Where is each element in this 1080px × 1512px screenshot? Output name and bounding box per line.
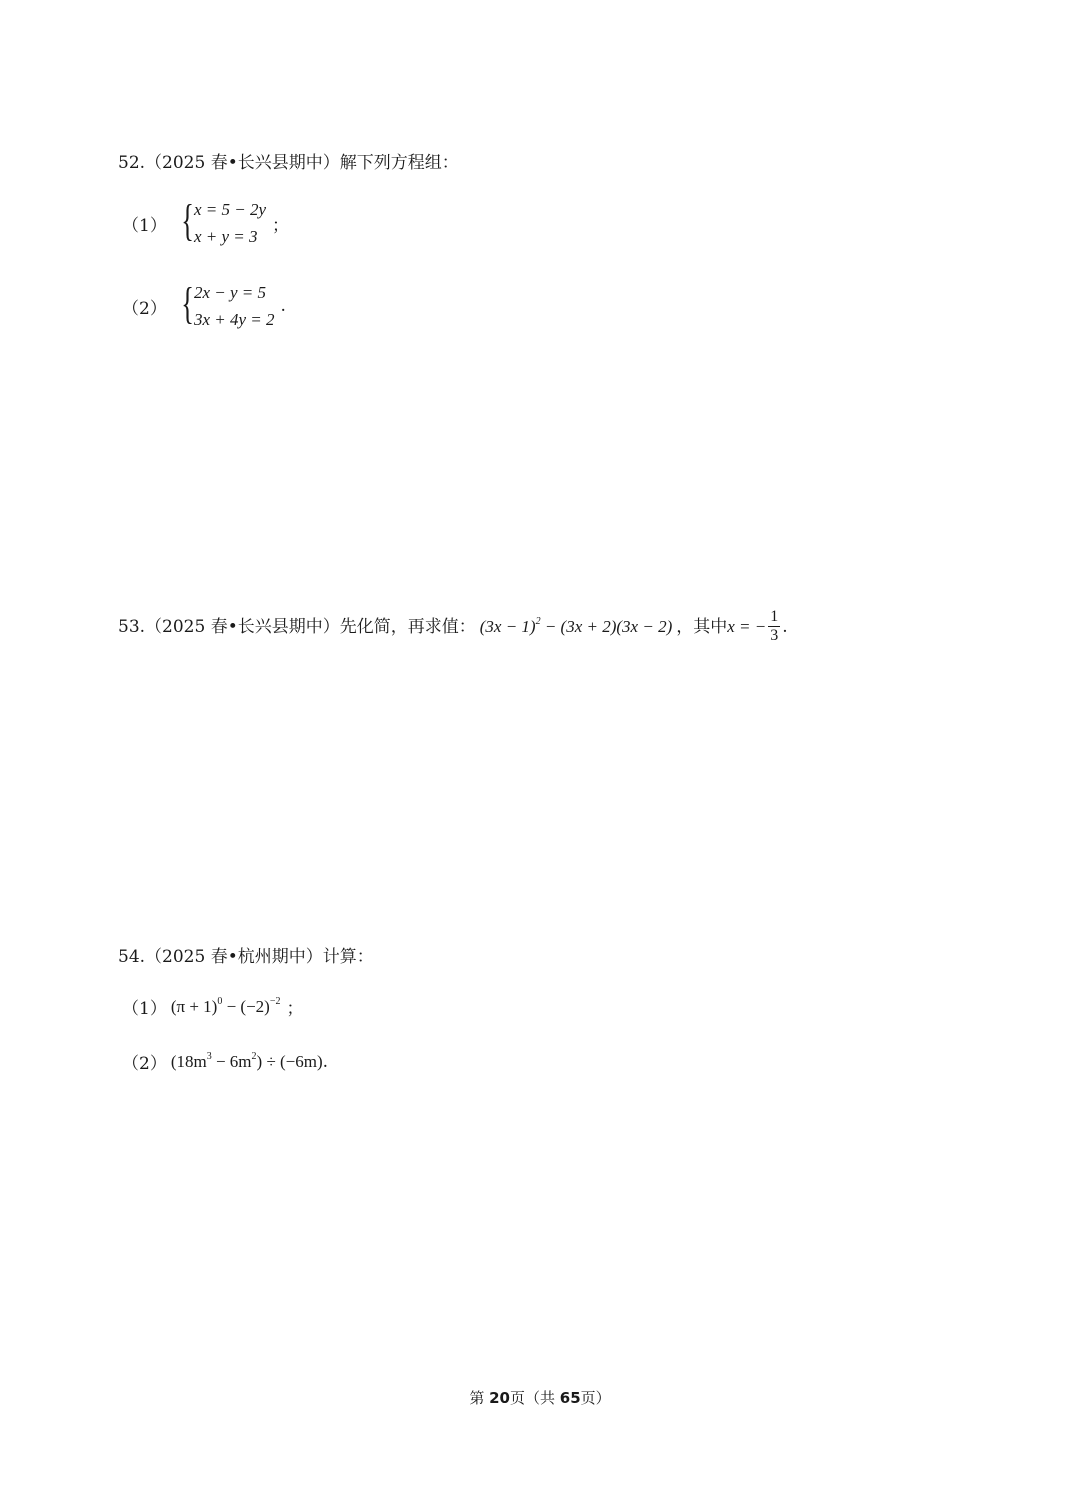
question-52-part-2 <box>122 279 286 333</box>
equation-1: 2x − y = 5 <box>193 283 266 302</box>
page-number: 20 <box>489 1389 510 1407</box>
exponent: 2 <box>535 615 541 627</box>
brace-icon: { <box>181 279 194 328</box>
part-label: （1） <box>122 215 167 236</box>
page-footer <box>0 1387 1080 1408</box>
punctuation: ； <box>272 215 289 236</box>
footer-text: 页（共 <box>509 1389 560 1407</box>
total-pages: 65 <box>559 1389 581 1407</box>
expression <box>171 1052 323 1072</box>
punctuation: . <box>322 1051 329 1072</box>
exponent: −2 <box>269 995 281 1007</box>
expression-part: (3x − 1) <box>479 616 536 636</box>
punctuation: . <box>280 296 286 316</box>
equation-2: 3x + 4y = 2 <box>193 310 275 329</box>
expression-part: − (−2) <box>222 996 270 1016</box>
punctuation: ； <box>286 999 304 1019</box>
exponent: 2 <box>251 1050 257 1062</box>
expression-part: − (3x + 2)(3x − 2) <box>540 616 673 636</box>
part-label: （1） <box>122 999 167 1019</box>
question-54-part-2 <box>122 1049 328 1074</box>
fraction <box>768 608 780 645</box>
equation-system <box>177 196 266 250</box>
punctuation: . <box>782 616 788 637</box>
exponent: 0 <box>217 995 223 1007</box>
equation-1: x = 5 − 2y <box>193 200 266 219</box>
question-52-text: 52.（2025 春•长兴县期中）解下列方程组： <box>118 153 459 173</box>
expression-part: − 6m <box>211 1051 252 1071</box>
condition-variable: x = − <box>727 616 767 636</box>
part-label: （2） <box>122 1054 167 1074</box>
question-52-stem <box>118 152 459 174</box>
equation-2: x + y = 3 <box>193 227 258 246</box>
expression <box>480 616 673 638</box>
question-53-stem <box>118 608 788 645</box>
question-52-part-1 <box>122 196 289 250</box>
condition-text: ，其中 <box>676 616 728 637</box>
brace-icon: { <box>181 196 194 245</box>
footer-text: 第 <box>469 1389 490 1407</box>
part-label: （2） <box>122 298 167 319</box>
footer-text: 页） <box>580 1389 611 1407</box>
fraction-denominator: 3 <box>770 627 779 644</box>
question-54-stem <box>118 946 374 968</box>
expression-part: ) ÷ (−6m) <box>256 1051 323 1071</box>
exponent: 3 <box>206 1050 212 1062</box>
question-53-text: 53.（2025 春•长兴县期中）先化简，再求值： <box>118 616 476 637</box>
expression-part: (18m <box>170 1051 207 1071</box>
expression-part: (π + 1) <box>170 996 218 1016</box>
expression <box>171 997 281 1017</box>
fraction-numerator: 1 <box>770 608 779 625</box>
equation-system <box>177 279 275 333</box>
question-54-text: 54.（2025 春•杭州期中）计算： <box>118 947 374 967</box>
question-54-part-1 <box>122 994 303 1019</box>
